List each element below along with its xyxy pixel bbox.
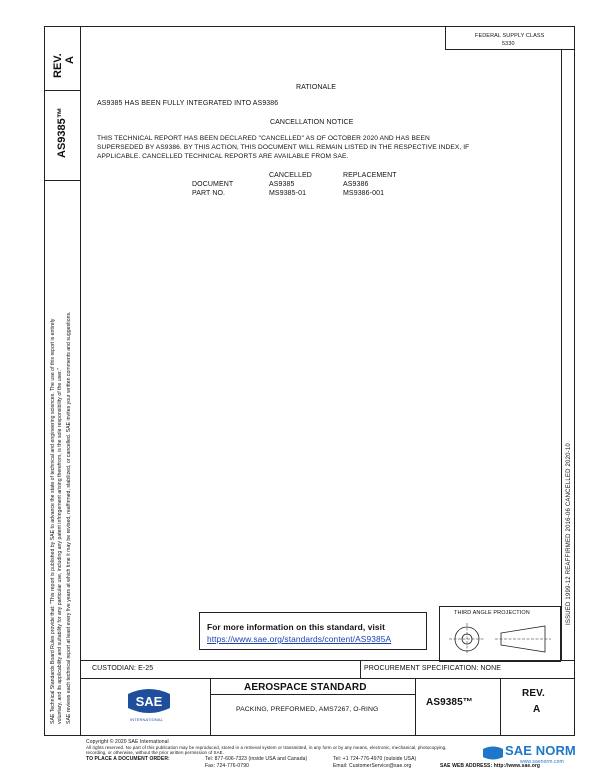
third-angle-projection-icon [445, 618, 557, 660]
notice-line-1: THIS TECHNICAL REPORT HAS BEEN DECLARED "CANCELLED" AS OF OCTOBER 2020 AND HAS BEEN [97, 135, 430, 142]
header-rev-value: A [64, 56, 76, 64]
header-rev-label: REV. [52, 53, 64, 78]
left-margin-text-2: voluntary, and its applicability and suitability for any particular use, including any patent infringement arising therefrom, is the sole responsibility of the user." [57, 368, 63, 724]
rev-divider [500, 678, 501, 736]
footer-fax: Fax: 724-776-0790 [205, 763, 249, 769]
part-title: PACKING, PREFORMED, AMS7267, O-RING [236, 706, 379, 713]
footer-web: SAE WEB ADDRESS: http://www.sae.org [440, 763, 541, 769]
footer-rights: All rights reserved. No part of this publication may be reproduced, stored in a retrieval system or transmitted, in any form or by any means, electronic, mechanical, photocopying, [86, 745, 447, 750]
footer-tel2: Tel: +1 724-776-4970 (outside USA) [333, 756, 417, 762]
watermark-sub: www.saenorm.com [520, 759, 564, 765]
info-box-link[interactable]: https://www.sae.org/standards/content/AS9385A [207, 634, 392, 644]
sae-norm-watermark-icon [482, 744, 504, 762]
footer-order-label: TO PLACE A DOCUMENT ORDER: [86, 756, 170, 762]
header-rev-value-wrap [64, 56, 76, 64]
rev-box-bottom [44, 90, 80, 91]
procurement-label: PROCUREMENT SPECIFICATION: NONE [364, 665, 502, 672]
custodian-label: CUSTODIAN: E-25 [92, 665, 154, 672]
table-row-label: PART NO. [192, 190, 226, 197]
sae-logo-sub: INTERNATIONAL [130, 717, 164, 722]
notice-line-3: APPLICABLE. CANCELLED TECHNICAL REPORTS ARE AVAILABLE FROM SAE. [97, 153, 349, 160]
title-block-rev-value: A [533, 704, 541, 715]
rationale-text: AS9385 HAS BEEN FULLY INTEGRATED INTO AS9386 [97, 100, 279, 107]
left-margin-text-1: SAE Technical Standards Board Rules provide that: "This report is published by SAE to advance the state of technical and engineering sciences. The use of this report is entirely [50, 318, 56, 724]
footer-rights-2: recording, or otherwise, without the prior written permission of SAE. [86, 750, 224, 755]
left-margin-text-3: SAE reviews each technical report at least every five years at which time it may be revised, reaffirmed, stabilized, or cancelled. SAE invites your written comments and suggestions. [66, 311, 72, 724]
logo-divider [210, 678, 211, 736]
federal-supply-class-line2: 5330 [502, 41, 515, 47]
standard-type-underline [210, 694, 415, 695]
notice-title: CANCELLATION NOTICE [270, 119, 354, 126]
title-divider [415, 678, 416, 736]
rationale-title: RATIONALE [296, 84, 337, 91]
header-doc-number: AS9385™ [56, 107, 68, 158]
custodian-divider [360, 660, 361, 678]
footer-tel1: Tel: 877-606-7323 (inside USA and Canada) [205, 756, 308, 762]
title-block-doc-number: AS9385™ [426, 697, 473, 708]
table-row-replacement: MS9386-001 [343, 190, 385, 197]
table-header-replacement: REPLACEMENT [343, 172, 397, 179]
svg-text:SAE: SAE [135, 694, 163, 709]
header-rev [52, 53, 64, 78]
left-column-divider [80, 26, 81, 736]
standard-type: AEROSPACE STANDARD [244, 682, 367, 693]
info-box-text: For more information on this standard, visit [207, 622, 385, 632]
table-row-label: DOCUMENT [192, 181, 234, 188]
projection-label: THIRD ANGLE PROJECTION [454, 610, 530, 616]
table-header-cancelled: CANCELLED [269, 172, 312, 179]
footer-copyright: Copyright © 2020 SAE International [86, 739, 169, 745]
notice-line-2: SUPERSEDED BY AS9386. BY THIS ACTION, THIS DOCUMENT WILL REMAIN LISTED IN THE RESPECTIVE INDEX, IF [97, 144, 470, 151]
title-block-rev-label: REV. [522, 688, 545, 699]
right-margin-dates: ISSUED 1999-12 REAFFIRMED 2016-06 CANCELLED 2020-10 [566, 443, 572, 625]
footer-email: Email: CustomerService@sae.org [333, 763, 412, 769]
title-block-top [80, 660, 575, 661]
docnum-box-bottom [44, 180, 80, 181]
table-row-replacement: AS9386 [343, 181, 369, 188]
table-row-cancelled: MS9385-01 [269, 190, 307, 197]
table-row-cancelled: AS9385 [269, 181, 295, 188]
federal-supply-class-line1: FEDERAL SUPPLY CLASS [475, 33, 545, 39]
watermark-text: SAE NORM [505, 743, 576, 758]
sae-logo-icon [126, 686, 172, 716]
right-column-divider [561, 50, 562, 660]
